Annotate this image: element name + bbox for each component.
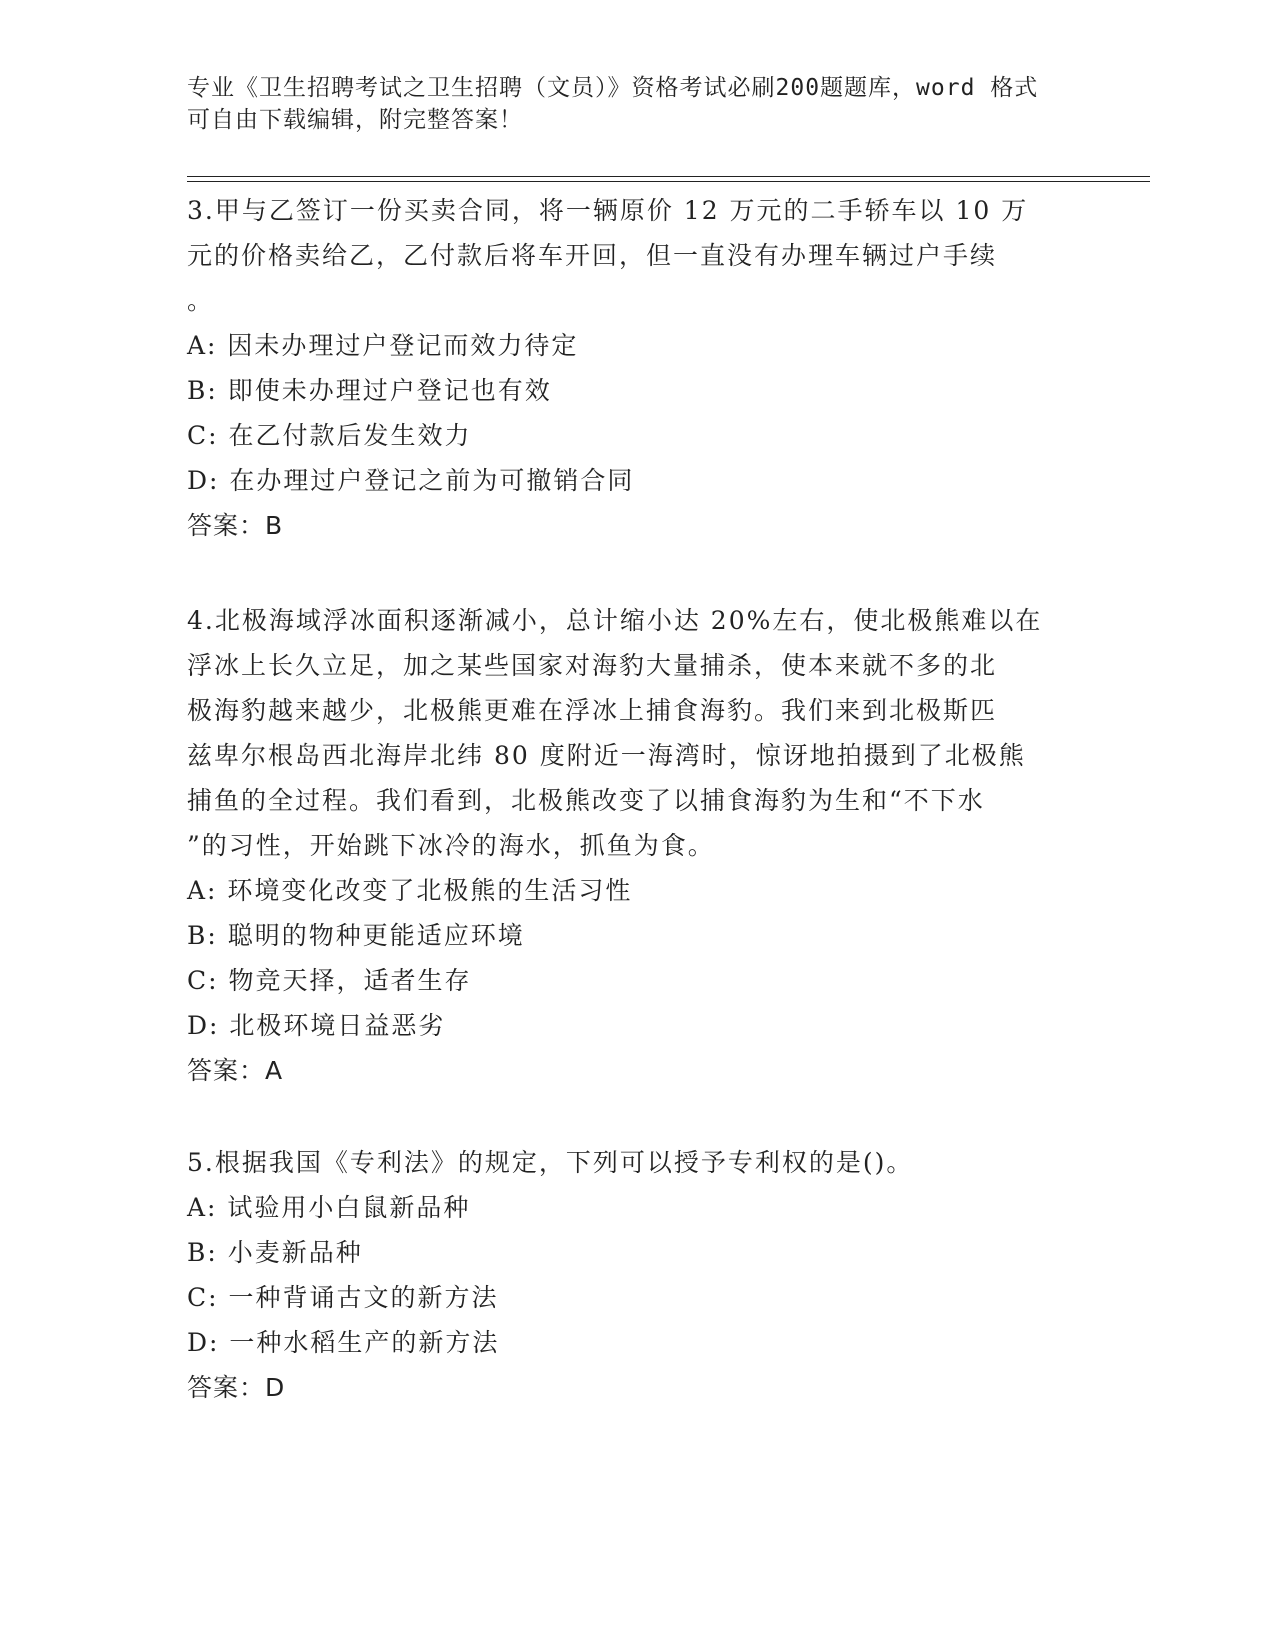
- stem-line: ”的习性，开始跳下冰冷的海水，抓鱼为食。: [187, 831, 715, 860]
- option-a: A: 环境变化改变了北极熊的生活习性: [187, 876, 633, 905]
- option-d: D: 一种水稻生产的新方法: [187, 1328, 500, 1357]
- option-d: D: 在办理过户登记之前为可撤销合同: [187, 466, 635, 495]
- header-line-2: 可自由下载编辑，附完整答案！: [187, 107, 523, 133]
- question-stem: [187, 598, 1087, 868]
- header-line-1: 专业《卫生招聘考试之卫生招聘（文员）》资格考试必刷200题题库，word 格式: [187, 75, 1039, 101]
- option-b: B: 即使未办理过户登记也有效: [187, 376, 552, 405]
- stem-line: 4.北极海域浮冰面积逐渐减小，总计缩小达 20%左右，使北极熊难以在: [187, 606, 1043, 635]
- option-b: B: 小麦新品种: [187, 1238, 363, 1267]
- stem-line: 极海豹越来越少，北极熊更难在浮冰上捕食海豹。我们来到北极斯匹: [187, 696, 998, 725]
- question-5: [187, 1140, 1087, 1410]
- answer-label: 答案：B: [187, 511, 284, 540]
- stem-line: 兹卑尔根岛西北海岸北纬 80 度附近一海湾时，惊讶地拍摄到了北极熊: [187, 741, 1026, 770]
- stem-line: 浮冰上长久立足，加之某些国家对海豹大量捕杀，使本来就不多的北: [187, 651, 998, 680]
- question-3: [187, 188, 1087, 548]
- option-c: C: 一种背诵古文的新方法: [187, 1283, 499, 1312]
- stem-line: 5.根据我国《专利法》的规定，下列可以授予专利权的是()。: [187, 1148, 914, 1177]
- question-stem: [187, 1140, 1087, 1185]
- option-c: C: 在乙付款后发生效力: [187, 421, 472, 450]
- option-d: D: 北极环境日益恶劣: [187, 1011, 446, 1040]
- document-header: [187, 72, 1067, 136]
- option-c: C: 物竞天择，适者生存: [187, 966, 472, 995]
- stem-line: 3.甲与乙签订一份买卖合同，将一辆原价 12 万元的二手轿车以 10 万: [187, 196, 1029, 225]
- header-divider: [187, 176, 1150, 182]
- option-a: A: 试验用小白鼠新品种: [187, 1193, 471, 1222]
- stem-line: 元的价格卖给乙，乙付款后将车开回，但一直没有办理车辆过户手续: [187, 241, 998, 270]
- stem-line: 。: [187, 286, 215, 315]
- answer-label: 答案：A: [187, 1056, 284, 1085]
- option-b: B: 聪明的物种更能适应环境: [187, 921, 525, 950]
- stem-line: 捕鱼的全过程。我们看到，北极熊改变了以捕食海豹为生和“不下水: [187, 786, 985, 815]
- question-4: [187, 598, 1087, 1093]
- answer-label: 答案：D: [187, 1373, 286, 1402]
- question-stem: [187, 188, 1087, 323]
- option-a: A: 因未办理过户登记而效力待定: [187, 331, 579, 360]
